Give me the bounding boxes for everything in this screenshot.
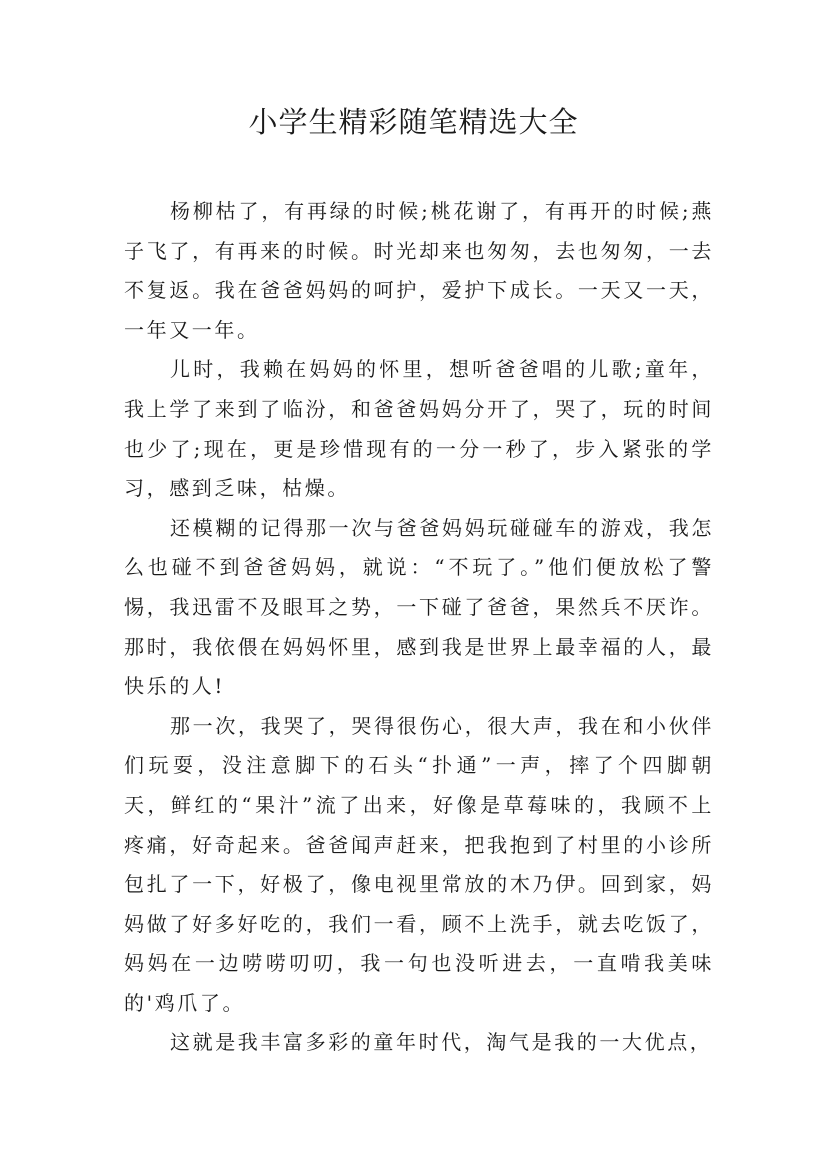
paragraph: 那一次，我哭了，哭得很伤心，很大声，我在和小伙伴们玩耍，没注意脚下的石头“扑通”一声，摔了个四脚朝天，鲜红的“果汁”流了出来，好像是草莓味的，我顾不上疼痛，好奇起来。爸爸闻声赶来，把我抱到了村里的小诊所包扎了一下，好极了，像电视里常放的木乃伊。回到家，妈妈做了好多好吃的，我们一看，顾不上洗手，就去吃饭了，妈妈在一边唠唠叨叨，我一句也没听进去，一直啃我美味的'鸡爪了。	[124, 713, 714, 1015]
document-body	[124, 192, 714, 1063]
page-title: 小学生精彩随笔精选大全	[248, 105, 579, 139]
paragraph: 杨柳枯了，有再绿的时候;桃花谢了，有再开的时候;燕子飞了，有再来的时候。时光却来也匆匆，去也匆匆，一去不复返。我在爸爸妈妈的呵护，爱护下成长。一天又一天，一年又一年。	[124, 199, 714, 342]
paragraph: 这就是我丰富多彩的童年时代，淘气是我的一大优点，	[170, 1030, 713, 1055]
paragraph: 儿时，我赖在妈妈的怀里，想听爸爸唱的儿歌;童年，我上学了来到了临汾，和爸爸妈妈分开了，哭了，玩的时间也少了;现在，更是珍惜现有的一分一秒了，步入紧张的学习，感到乏味，枯燥。	[124, 357, 714, 501]
paragraph: 还模糊的记得那一次与爸爸妈妈玩碰碰车的游戏，我怎么也碰不到爸爸妈妈，就说：“不玩了。”他们便放松了警惕，我迅雷不及眼耳之势，一下碰了爸爸，果然兵不厌诈。那时，我依偎在妈妈怀里，感到我是世界上最幸福的人，最快乐的人!	[124, 515, 714, 699]
